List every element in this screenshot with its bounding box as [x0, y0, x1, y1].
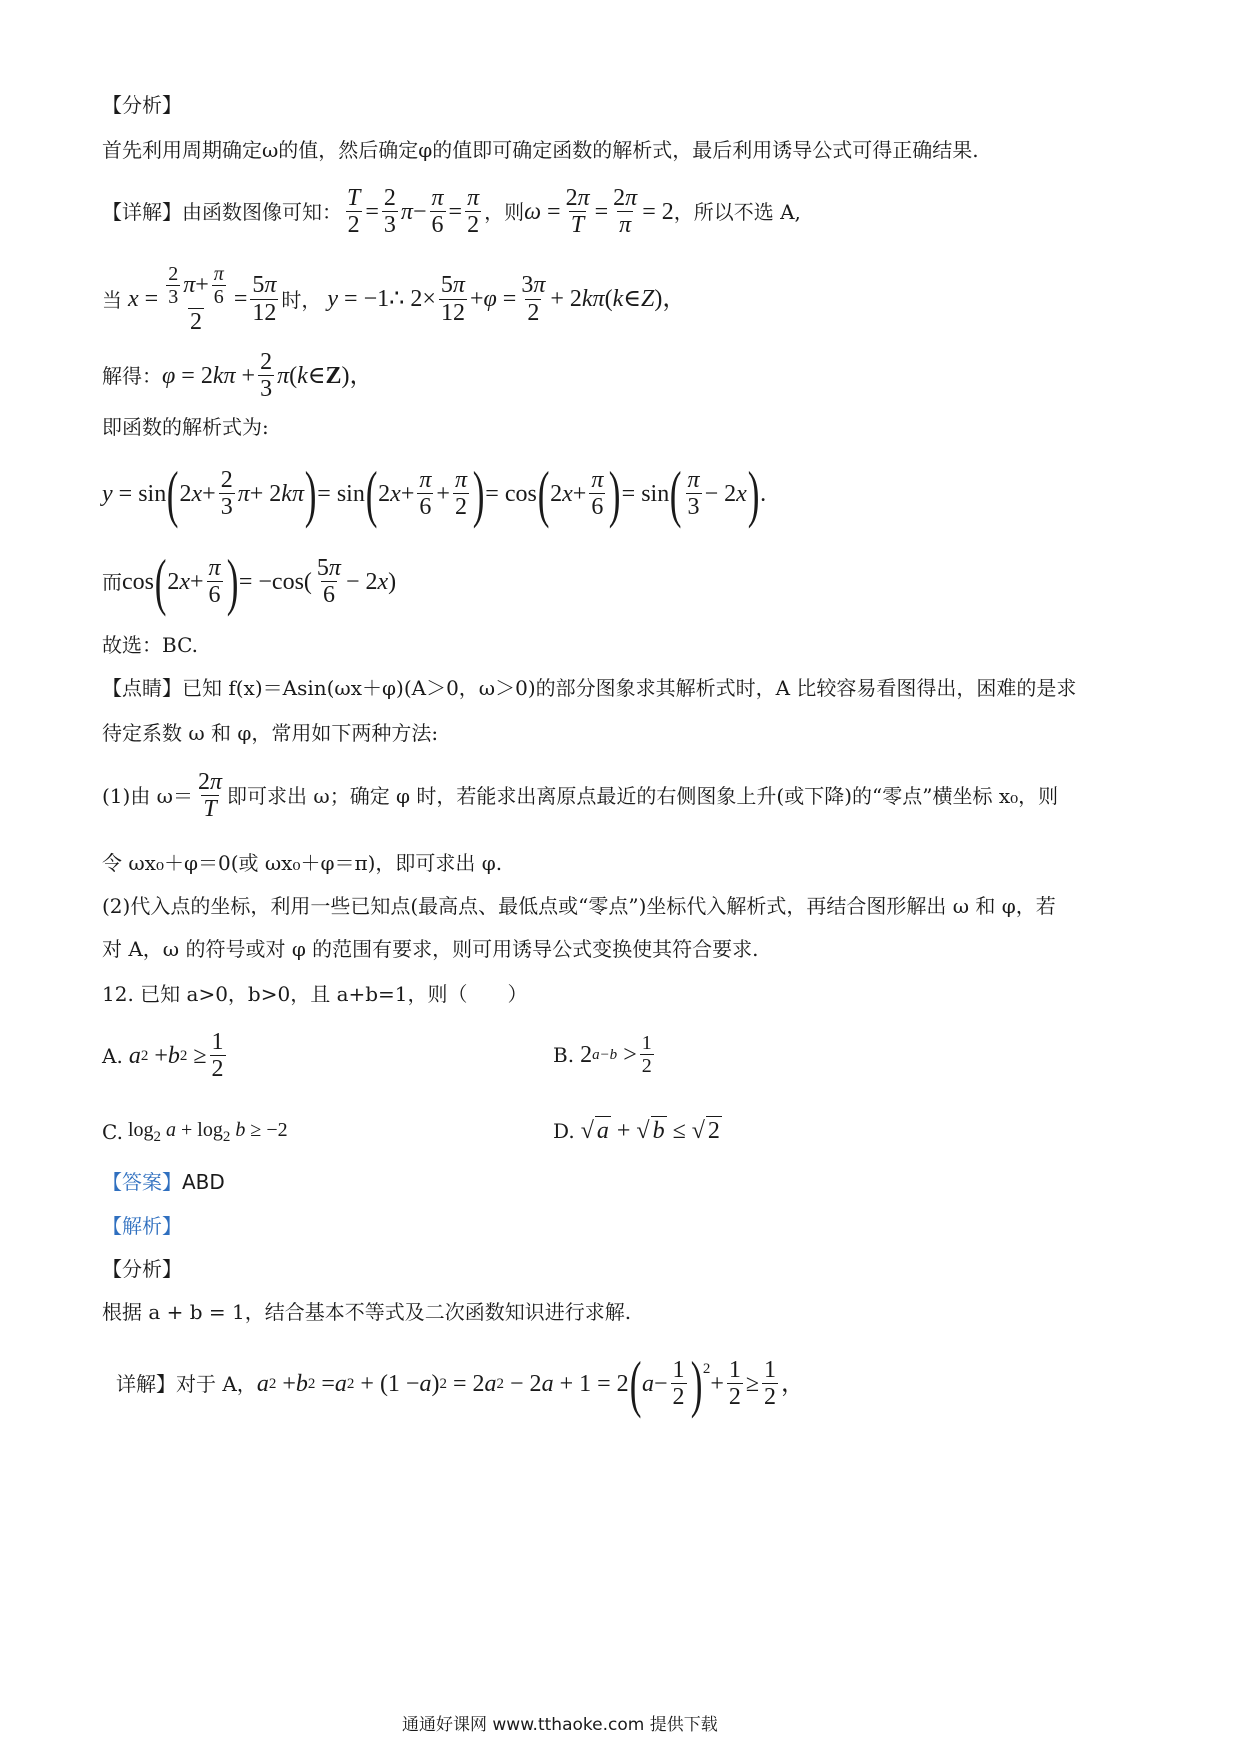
detail-heading: 【详解】: [102, 200, 182, 225]
footer-text: 通通好课网 www.tthaoke.com 提供下载: [402, 1715, 718, 1735]
detail-line-1: [102, 186, 801, 239]
option-c-formula: $\log_2 a + \log_2 b \ge -2$: [122, 1119, 288, 1145]
phi-solution: φ = 2 kπ + $\frac{2}{3}$ π ( k ∈ Z )，: [162, 349, 374, 403]
analysis-2-heading: 【分析】: [102, 1257, 182, 1281]
comment-line-1: [102, 676, 1076, 700]
detail-2-line: [116, 1348, 806, 1419]
method-2-line-1: (2)代入点的坐标，利用一些已知点(最高点、最低点或“零点”)坐标代入解析式，再结合图形解出 ω 和 φ，若: [102, 894, 1056, 918]
option-a-formula: a 2 + b 2 ≥ $\frac{1}{2}$: [128, 1029, 224, 1083]
omega-equation: ω = $\frac{2\pi}{T}$ = $\frac{2\pi}{\pi}$ = 2: [524, 185, 674, 239]
answer-line: [102, 1170, 225, 1194]
method-1-lead: (1)由 ω＝: [102, 784, 193, 809]
detail-line-6: [102, 546, 397, 617]
conclusion: 故选：BC.: [102, 633, 199, 657]
option-d: [553, 1116, 722, 1146]
x-midpoint-equation: x = $\frac{2}{3}$ π + $\frac{\pi}{6}$ 2 = $\frac{5\pi}{12}$: [122, 263, 277, 335]
analysis-2-text: 根据 a + b = 1，结合基本不等式及二次函数知识进行求解.: [102, 1300, 632, 1324]
method-1-line-2: 令 ωx₀＋φ＝0(或 ωx₀＋φ＝π)，即可求出 φ.: [102, 851, 503, 875]
method-1-tail: 即可求出 ω；确定 φ 时，若能求出离原点最近的右侧图象上升(或下降)的“零点”横坐标 x₀，则: [227, 784, 1059, 809]
option-d-label: D.: [553, 1118, 575, 1143]
analysis-heading: 【分析】: [102, 93, 182, 117]
detail-line-3: [102, 350, 374, 403]
solution-heading: 【解析】: [102, 1214, 182, 1238]
option-d-formula: √ a + √ b ≤ √ 2: [574, 1118, 720, 1144]
detail-lead: 由函数图像可知：: [182, 200, 342, 225]
option-b: [553, 1033, 657, 1077]
option-a-label: A.: [102, 1044, 123, 1069]
detail-2-lead: 对于 A，: [176, 1372, 257, 1396]
comment-text-1: 已知 f(x)＝Asin(ωx＋φ)(A＞0，ω＞0)的部分图象求其解析式时，A 比较容易看图得出，困难的是求: [182, 676, 1077, 700]
analysis-text: 首先利用周期确定ω的值，然后确定φ的值即可确定函数的解析式，最后利用诱导公式可得正确结果.: [102, 138, 979, 162]
line2-mid: 时，: [281, 287, 322, 312]
method-2-line-2: 对 A，ω 的符号或对 φ 的范围有要求，则可用诱导公式变换使其符合要求.: [102, 937, 759, 961]
comment-heading: 【点睛】: [102, 676, 182, 700]
line6-lead: 而: [102, 570, 122, 594]
option-c: [102, 1118, 288, 1146]
phase-equation: y = −1∴ 2× $\frac{5\pi}{12}$ + φ = $\frac{3\pi}{2}$ + 2 kπ ( k ∈ Z )，: [327, 272, 687, 326]
method-1-line-1: [102, 770, 1058, 823]
line3-lead: 解得：: [102, 364, 162, 389]
line2-lead: 当: [102, 287, 122, 312]
detail-tail: ，所以不选 A,: [673, 200, 801, 225]
answer-value: ABD: [182, 1170, 225, 1194]
option-b-formula: 2 a−b > $\frac{1}{2}$: [574, 1032, 652, 1077]
option-b-label: B.: [553, 1043, 575, 1067]
detail-2-formula: a 2 + b 2 = a 2 + (1 − a ) 2 = 2 a 2 − 2 a + 1 = 2 ( a − $\frac{1}{2}$ ) $^2$ + $\frac{1}{2}$ ≥ $\frac{1}{2}$ ，: [256, 1348, 806, 1419]
period-equation: $\frac{T}{2}$ = $\frac{2}{3}$ π − $\frac{\pi}{6}$ = $\frac{\pi}{2}$: [347, 185, 480, 239]
question-12-stem: 12. 已知 a>0，b>0，且 a+b=1，则（ ）: [102, 982, 528, 1006]
cos-identity: cos ( 2 x + $\frac{\pi}{6}$ ) = −cos( $\frac{5\pi}{6}$ − 2 x ): [122, 546, 397, 617]
detail-line-2: [102, 264, 686, 335]
function-expression: y = sin ( 2 x + $\frac{2}{3}$ π + 2 kπ ) = sin ( 2 x + $\frac{\pi}{6}$ + $\frac{\pi}{2}$ ) = cos ( 2 x + $\frac{\pi}{6}$ ) = sin ( $\frac{\pi}{3}$ − 2 x ) .: [102, 458, 767, 529]
detail-mid: ，则: [484, 200, 525, 225]
option-c-label: C.: [102, 1120, 123, 1144]
detail-line-4: 即函数的解析式为:: [102, 415, 269, 439]
omega-fraction: $\frac{2\pi}{T}$: [198, 769, 223, 823]
comment-line-2: 待定系数 ω 和 φ，常用如下两种方法:: [102, 721, 439, 745]
option-a: [102, 1030, 229, 1083]
detail-2-heading: 详解】: [116, 1372, 176, 1396]
answer-heading: 【答案】: [102, 1170, 182, 1194]
